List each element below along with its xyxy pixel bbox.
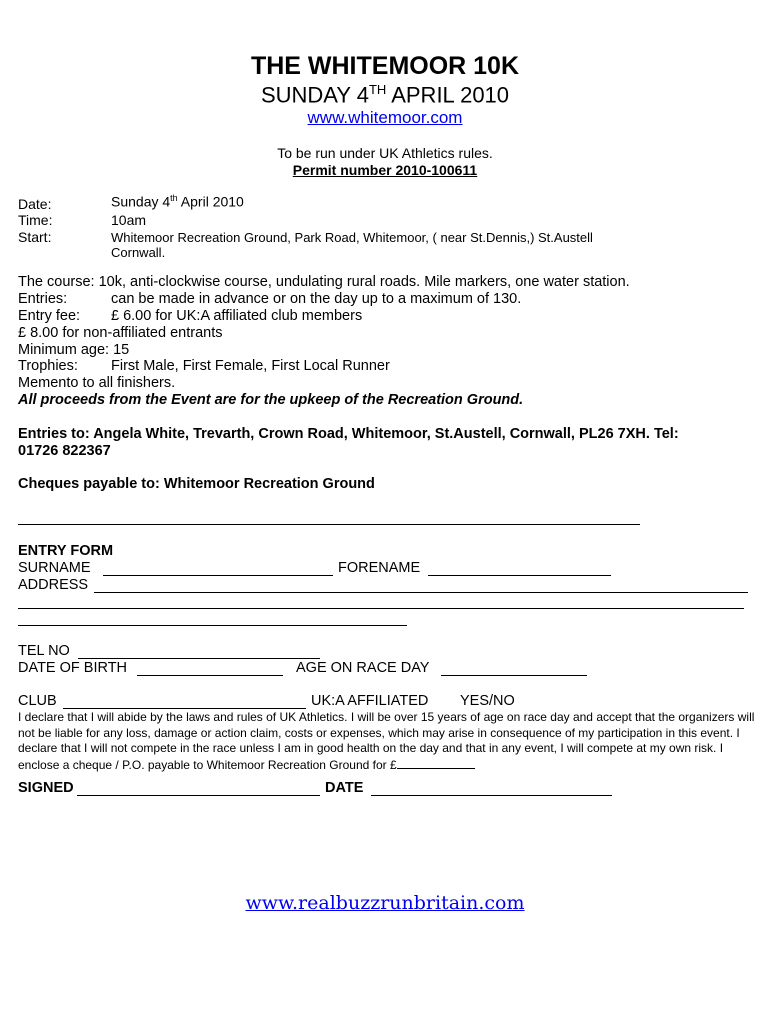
start-label: Start: (18, 229, 52, 245)
subtitle-pre: SUNDAY 4 (260, 82, 369, 108)
start-line-1: Whitemoor Recreation Ground, Park Road, Whitemoor, ( near St.Dennis,) St.Austell (111, 230, 593, 245)
yes-no-option[interactable]: YES/NO (460, 693, 515, 709)
fee-label: Entry fee: (18, 308, 81, 324)
entries-to-line-1: Entries to: Angela White, Trevarth, Crown Road, Whitemoor, St.Austell, Cornwall, PL26 7XH. Tel: (18, 426, 679, 442)
entries-value: can be made in advance or on the day up to a maximum of 130. (111, 291, 522, 307)
fee-value: £ 6.00 for UK:A affiliated club members (111, 308, 363, 324)
address-label: ADDRESS (18, 577, 89, 593)
start-line-2: Cornwall. (111, 245, 166, 260)
signed-label: SIGNED (18, 780, 74, 796)
entries-label: Entries: (18, 291, 68, 307)
course-text: The course: 10k, anti-clockwise course, undulating rural roads. Mile markers, one water station. (18, 274, 630, 290)
dob-label: DATE OF BIRTH (18, 660, 128, 676)
event-date-heading (0, 82, 770, 108)
surname-field[interactable] (103, 575, 333, 576)
age-field[interactable] (441, 675, 587, 676)
subtitle-post: APRIL 2010 (386, 82, 510, 108)
tel-label: TEL NO (18, 643, 70, 659)
affiliated-label: UK:A AFFILIATED (311, 693, 429, 709)
declaration-body: I declare that I will abide by the laws and rules of UK Athletics. I will be over 15 years of age on race day and accept that the organizers will not be liable for any loss, damage or action claim, costs or expenses, which may arise in consequence of my participation in this event. I declare that I will not compete in the race unless I am in good health on the day and that in any event, I will compete at my own risk. I enclose a cheque / P.O. payable to Whitemoor Recreation Ground for £ (18, 710, 755, 772)
date-sign-field[interactable] (371, 795, 612, 796)
trophies-label: Trophies: (18, 358, 78, 374)
fee-non-affiliated: £ 8.00 for non-affiliated entrants (18, 325, 223, 341)
memento-text: Memento to all finishers. (18, 375, 176, 391)
surname-label: SURNAME (18, 560, 91, 576)
tel-field[interactable] (78, 658, 320, 659)
rules-text: To be run under UK Athletics rules. (277, 145, 493, 161)
date-label: Date: (18, 196, 52, 212)
date-value (111, 193, 244, 210)
signature-field[interactable] (77, 795, 320, 796)
amount-field[interactable] (397, 757, 475, 769)
permit-number: Permit number 2010-100611 (292, 162, 478, 178)
club-label: CLUB (18, 693, 57, 709)
date-post: April 2010 (177, 193, 244, 210)
minimum-age: Minimum age: 15 (18, 342, 130, 358)
proceeds-text: All proceeds from the Event are for the upkeep of the Recreation Ground. (18, 392, 524, 408)
date-sign-label: DATE (325, 780, 364, 796)
club-field[interactable] (63, 708, 306, 709)
entry-form-heading: ENTRY FORM (18, 543, 114, 559)
subtitle-sup: TH (368, 82, 387, 97)
address-field-1[interactable] (94, 592, 748, 593)
age-label: AGE ON RACE DAY (296, 660, 430, 676)
dob-field[interactable] (137, 675, 283, 676)
footer-website-link[interactable]: www.realbuzzrunbritain.com (245, 892, 525, 914)
date-sup: th (170, 193, 178, 203)
forename-label: FORENAME (338, 560, 421, 576)
cheques-payable: Cheques payable to: Whitemoor Recreation Ground (18, 476, 375, 492)
declaration-text (18, 710, 758, 773)
trophies-value: First Male, First Female, First Local Runner (111, 358, 390, 374)
page-title: THE WHITEMOOR 10K (250, 52, 520, 80)
forename-field[interactable] (428, 575, 611, 576)
time-label: Time: (18, 212, 53, 228)
time-value: 10am (111, 212, 147, 228)
date-pre: Sunday 4 (111, 193, 171, 210)
website-link[interactable]: www.whitemoor.com (307, 108, 463, 127)
address-field-3[interactable] (18, 625, 407, 626)
divider-line (18, 524, 640, 525)
address-field-2[interactable] (18, 608, 744, 609)
entries-to-line-2: 01726 822367 (18, 443, 111, 459)
